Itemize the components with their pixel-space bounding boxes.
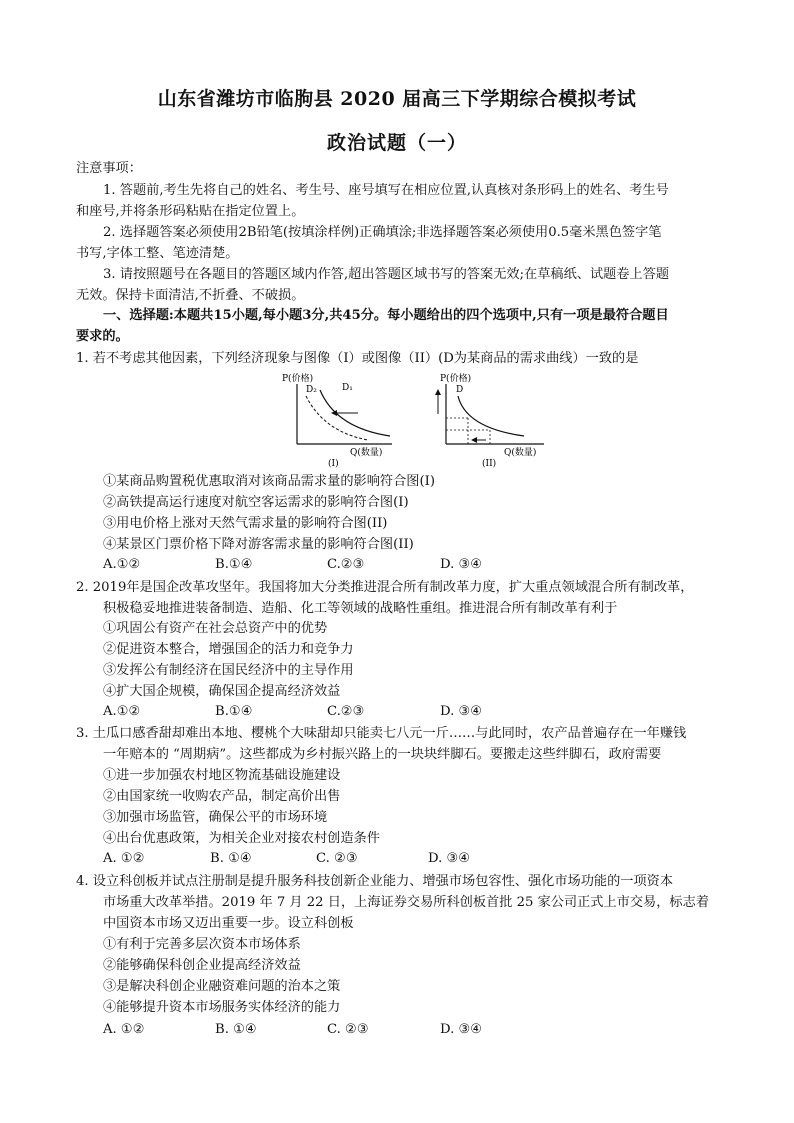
question-4-item: ①有利于完善多层次资本市场体系	[103, 937, 301, 952]
question-4-stem-cont: 市场重大改革举措。2019 年 7 月 22 日，上海证券交易所科创板首批 25 家公司正式上市交易，标志着	[103, 895, 709, 910]
notice-item: 和座号,并将条形码粘贴在指定位置上。	[76, 204, 305, 219]
graph2-x-label: Q(数量)	[504, 448, 537, 458]
question-4-option-d[interactable]: D. ③④	[440, 1022, 483, 1037]
notice-item: 书写,字体工整、笔迹清楚。	[76, 246, 239, 261]
notice-item: 2. 选择题答案必须使用2B铅笔(按填涂样例)正确填涂;非选择题答案必须使用0.5毫米黑色签字笔	[103, 225, 662, 240]
question-3-stem-cont: 一年赔本的 “周期病”。这些都成为乡村振兴路上的一块块绊脚石。要搬走这些绊脚石，政府需要	[103, 747, 662, 762]
question-3-item: ③加强市场监管，确保公平的市场环境	[103, 810, 328, 825]
notice-heading: 注意事项：	[76, 161, 142, 176]
question-4-stem-cont: 中国资本市场又迈出重要一步。设立科创板	[103, 916, 354, 931]
question-2-stem: 2. 2019年是国企改革攻坚年。我国将加大分类推进混合所有制改革力度，扩大重点领域混合所有制改革，	[76, 580, 694, 595]
graph1-d2-label: D₂	[306, 385, 317, 395]
question-1-stem: 1. 若不考虑其他因素，下列经济现象与图像（I）或图像（II）(D为某商品的需求曲线）一致的是	[76, 351, 639, 366]
question-3-option-d[interactable]: D. ③④	[428, 851, 471, 866]
section-heading-cont: 要求的。	[76, 329, 129, 344]
graph1-caption: (I)	[328, 459, 339, 469]
page-subtitle: 政治试题（一）	[326, 132, 467, 154]
demand-graph-1	[280, 372, 400, 470]
graph1-d1-label: D₁	[342, 383, 353, 393]
graph2-caption: (II)	[482, 459, 497, 469]
notice-item: 1. 答题前,考生先将自己的姓名、考生号、座号填写在相应位置,认真核对条形码上的姓名、考生号	[103, 183, 669, 198]
page-title: 山东省潍坊市临朐县 2020 届高三下学期综合模拟考试	[157, 88, 637, 110]
question-2-option-c[interactable]: C.②③	[327, 704, 365, 719]
question-1-option-a[interactable]: A.①②	[103, 557, 141, 572]
question-4-item: ④能够提升资本市场服务实体经济的能力	[103, 1000, 341, 1015]
notice-item: 3. 请按照题号在各题目的答题区域内作答,超出答题区域书写的答案无效;在草稿纸、试题卷上答题	[103, 267, 670, 282]
graph1-x-label: Q(数量)	[350, 448, 383, 458]
question-1-item: ①某商品购置税优惠取消对该商品需求量的影响符合图(I)	[103, 474, 435, 489]
question-4-option-b[interactable]: B. ①④	[215, 1022, 257, 1037]
question-1-option-c[interactable]: C.②③	[327, 557, 365, 572]
question-4-stem: 4. 设立科创板并试点注册制是提升服务科技创新企业能力、增强市场包容性、强化市场功能的一项资本	[76, 874, 674, 889]
question-3-option-c[interactable]: C. ②③	[316, 851, 358, 866]
question-2-option-d[interactable]: D. ③④	[440, 704, 483, 719]
question-2-stem-cont: 积极稳妥地推进装备制造、造船、化工等领域的战略性重组。推进混合所有制改革有利于	[103, 601, 618, 616]
question-4-option-c[interactable]: C. ②③	[327, 1022, 369, 1037]
question-3-item: ④出台优惠政策，为相关企业对接农村创造条件	[103, 831, 380, 846]
question-2-item: ④扩大国企规模，确保国企提高经济效益	[103, 684, 341, 699]
question-1-item: ②高铁提高运行速度对航空客运需求的影响符合图(I)	[103, 495, 409, 510]
graph2-y-label: P(价格)	[440, 374, 472, 384]
question-3-option-a[interactable]: A. ①②	[103, 851, 145, 866]
graph1-curve-d2	[306, 396, 368, 440]
notice-item: 无效。保持卡面清洁,不折叠、不破损。	[76, 288, 305, 303]
question-2-item: ③发挥公有制经济在国民经济中的主导作用	[103, 663, 354, 678]
section-heading: 一、选择题:本题共15小题,每小题3分,共45分。每小题给出的四个选项中,只有一项是最符合题目	[103, 308, 669, 323]
question-4-option-a[interactable]: A. ①②	[103, 1022, 145, 1037]
graph1-y-label: P(价格)	[282, 374, 314, 384]
question-4-item: ③是解决科创企业融资难问题的治本之策	[103, 979, 341, 994]
question-2-item: ①巩固公有资产在社会总资产中的优势	[103, 621, 328, 636]
question-3-stem: 3. 土瓜口感香甜却难出本地、樱桃个大味甜却只能卖七八元一斤……与此同时，农产品普遍存在一年赚钱	[76, 726, 687, 741]
question-2-option-b[interactable]: B.①④	[215, 704, 253, 719]
demand-graph-2	[432, 372, 552, 470]
question-1-item: ④某景区门票价格下降对游客需求量的影响符合图(II)	[103, 537, 414, 552]
question-3-item: ①进一步加强农村地区物流基础设施建设	[103, 768, 341, 783]
question-4-item: ②能够确保科创企业提高经济效益	[103, 958, 301, 973]
question-2-item: ②促进资本整合，增强国企的活力和竞争力	[103, 642, 354, 657]
graph2-d-label: D	[456, 385, 464, 395]
question-3-item: ②由国家统一收购农产品，制定高价出售	[103, 789, 341, 804]
question-3-option-b[interactable]: B. ①④	[210, 851, 252, 866]
question-2-option-a[interactable]: A.①②	[103, 704, 141, 719]
question-1-option-b[interactable]: B.①④	[215, 557, 253, 572]
question-1-item: ③用电价格上涨对天然气需求量的影响符合图(II)	[103, 516, 388, 531]
question-1-option-d[interactable]: D. ③④	[440, 557, 483, 572]
